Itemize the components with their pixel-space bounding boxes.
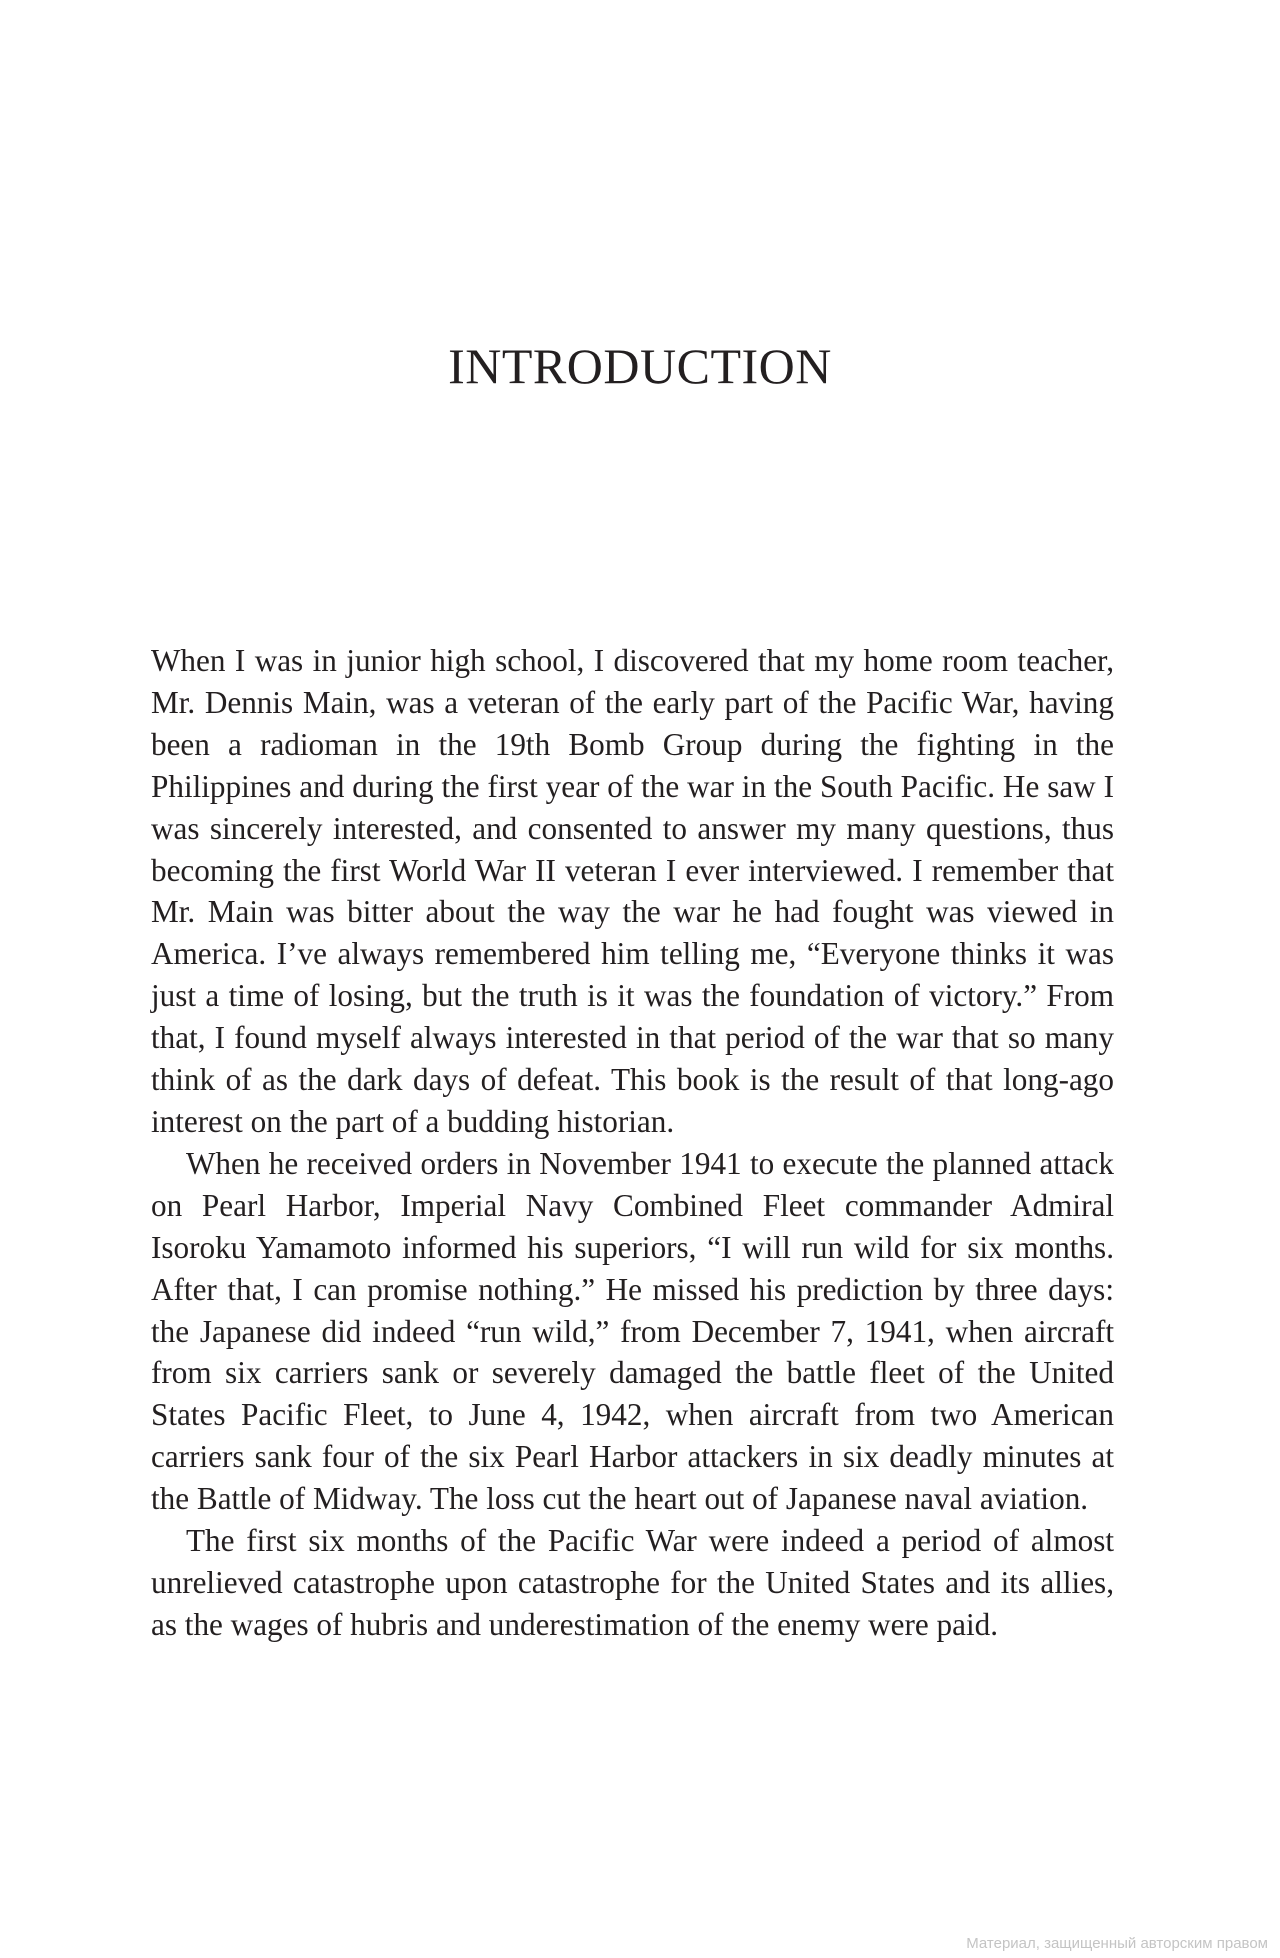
body-text (151, 640, 1114, 1646)
copyright-watermark: Материал, защищенный авторским правом (966, 1935, 1268, 1952)
paragraph-3: The first six months of the Pacific War were indeed a period of almost unrelieved catastrophe upon catastrophe for the United States and its allies, as the wages of hubris and underestimation of the enemy were paid. (151, 1523, 1114, 1642)
paragraph-1: When I was in junior high school, I discovered that my home room teacher, Mr. Dennis Main, was a veteran of the early part of the Pacific War, having been a radioman in the 19th Bomb Group during the fighting in the Philippines and during the first year of the war in the South Pacific. He saw I was sincerely interested, and consented to answer my many questions, thus becoming the first World War II veteran I ever interviewed. I remember that Mr. Main was bitter about the way the war he had fought was viewed in America. I’ve always remembered him telling me, “Everyone thinks it was just a time of losing, but the truth is it was the foundation of victory.” From that, I found myself always interested in that period of the war that so many think of as the dark days of defeat. This book is the result of that long-ago interest on the part of a budding historian. (151, 643, 1114, 1139)
chapter-title: INTRODUCTION (448, 338, 832, 394)
paragraph-2: When he received orders in November 1941 to execute the planned attack on Pearl Harbor, Imperial Navy Combined Fleet commander Admiral Isoroku Yamamoto informed his superiors, “I will run wild for six months. After that, I can promise nothing.” He missed his prediction by three days: the Japanese did indeed “run wild,” from December 7, 1941, when aircraft from six carriers sank or severely damaged the battle fleet of the United States Pacific Fleet, to June 4, 1942, when aircraft from two American carriers sank four of the six Pearl Harbor attackers in six deadly minutes at the Battle of Midway. The loss cut the heart out of Japanese naval aviation. (151, 1145, 1114, 1517)
